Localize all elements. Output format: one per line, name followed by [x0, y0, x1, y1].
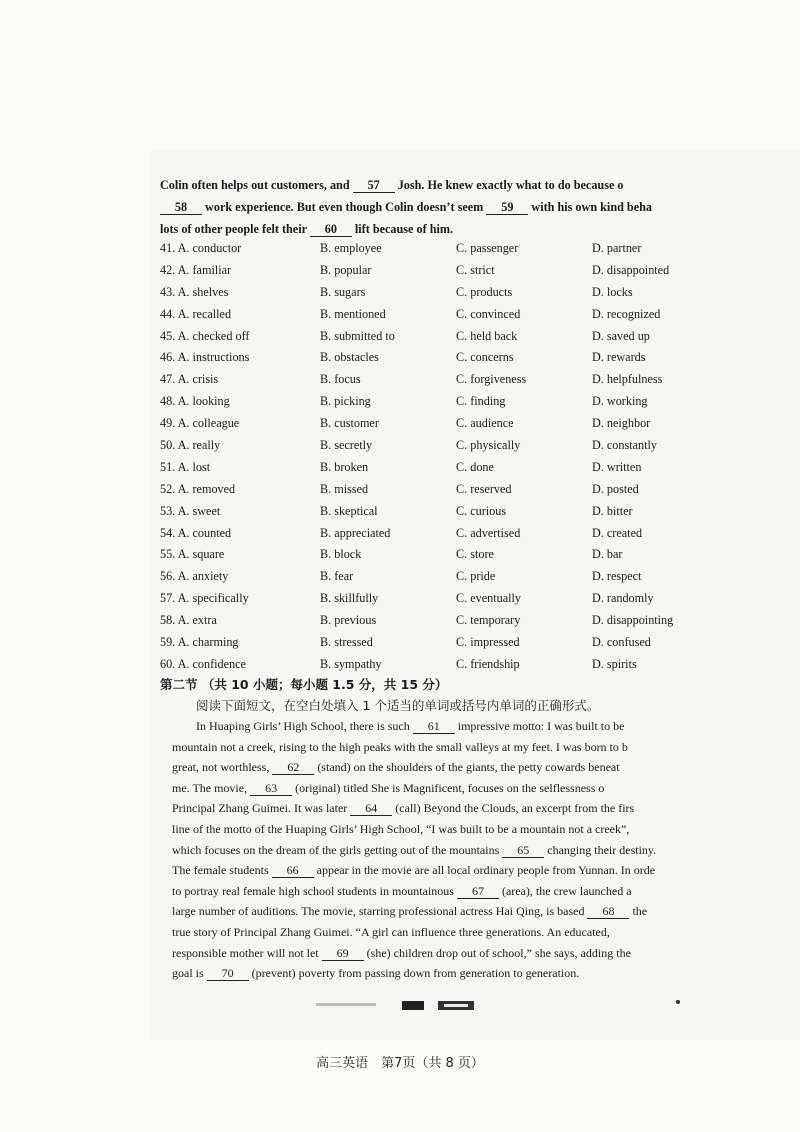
option-row: [160, 307, 690, 329]
option-b: B. employee: [320, 241, 382, 255]
option-d: D. respect: [592, 569, 642, 584]
option-row: [160, 504, 690, 526]
blank-58: 58: [160, 200, 202, 215]
option-d: D. disappointing: [592, 613, 674, 628]
page-footer: 高三英语 第7页（共 8 页）: [316, 1056, 484, 1071]
option-b: B. stressed: [320, 635, 373, 650]
essay-line: to portray real female high school students in mountainous 67 (area), the crew launched a: [172, 883, 632, 898]
essay-line: which focuses on the dream of the girls getting out of the mountains 65 changing their destiny.: [172, 842, 657, 857]
option-d: D. spirits: [592, 656, 637, 671]
passage-text: [160, 174, 690, 240]
option-c: C. done: [456, 459, 494, 474]
section-title: 第二节 （共 10 小题；每小题 1.5 分，共 15 分）: [160, 677, 448, 692]
option-a: 41. A. conductor: [160, 241, 242, 255]
essay-blank: 65: [502, 844, 544, 858]
option-d: D. posted: [592, 481, 639, 496]
essay-blank: 66: [272, 864, 314, 878]
essay-line: true story of Principal Zhang Guimei. “A girl can influence three generations. An educated,: [172, 924, 610, 939]
option-b: B. picking: [320, 394, 371, 409]
option-b: B. sugars: [320, 284, 366, 299]
option-d: D. created: [592, 525, 643, 540]
option-b: B. customer: [320, 416, 379, 431]
option-b: B. skeptical: [320, 503, 378, 518]
essay-blank: 67: [457, 885, 499, 899]
essay-blank: 61: [413, 720, 455, 734]
option-c: C. concerns: [456, 350, 514, 365]
section-instruction: 阅读下面短文，在空白处填入 1 个适当的单词或括号内单词的正确形式。: [196, 698, 600, 713]
essay-line: line of the motto of the Huaping Girls’ High School, “I was built to be a mountain not a creek”,: [172, 821, 630, 836]
option-d: D. confused: [592, 635, 651, 650]
option-b: B. focus: [320, 372, 361, 387]
option-c: C. pride: [456, 569, 496, 584]
essay-text: [172, 716, 692, 984]
option-a: 44. A. recalled: [160, 306, 232, 321]
passage-line-3: lots of other people felt their 60 lift because of him.: [160, 222, 454, 236]
option-row: [160, 613, 690, 635]
essay-blank: 69: [322, 947, 364, 961]
option-a: 59. A. charming: [160, 635, 239, 650]
option-d: D. helpfulness: [592, 372, 663, 387]
option-c: C. impressed: [456, 635, 520, 650]
option-a: 46. A. instructions: [160, 350, 250, 365]
option-a: 55. A. square: [160, 547, 225, 562]
option-row: [160, 460, 690, 482]
essay-line: goal is 70 (prevent) poverty from passing down from generation to generation.: [172, 966, 580, 981]
option-row: [160, 285, 690, 307]
option-d: D. recognized: [592, 306, 661, 321]
option-c: C. convinced: [456, 306, 521, 321]
option-a: 50. A. really: [160, 438, 221, 453]
option-d: D. disappointed: [592, 262, 670, 277]
option-a: 51. A. lost: [160, 459, 211, 474]
option-d: D. locks: [592, 284, 633, 299]
passage-line-2: 58 work experience. But even though Colin doesn’t seem 59 with his own kind beha: [160, 196, 690, 218]
option-a: 58. A. extra: [160, 613, 217, 628]
option-c: C. eventually: [456, 591, 521, 606]
option-row: [160, 547, 690, 569]
essay-line: mountain not a creek, rising to the high peaks with the small valleys at my feet. I was born to b: [172, 739, 628, 754]
option-row: [160, 635, 690, 657]
option-c: C. products: [456, 284, 513, 299]
option-d: D. written: [592, 459, 642, 474]
option-row: [160, 329, 690, 351]
essay-line: large number of auditions. The movie, starring professional actress Hai Qing, is based 68 the: [172, 904, 648, 919]
essay-line: In Huaping Girls’ High School, there is such 61 impressive motto: I was built to be: [196, 719, 625, 733]
option-b: B. secretly: [320, 438, 373, 453]
option-b: B. popular: [320, 262, 372, 277]
essay-blank: 62: [272, 761, 314, 775]
option-d: D. partner: [592, 241, 642, 255]
option-a: 52. A. removed: [160, 481, 236, 496]
option-b: B. obstacles: [320, 350, 379, 365]
option-c: C. advertised: [456, 525, 521, 540]
essay-blank: 68: [587, 905, 629, 919]
option-row: [160, 350, 690, 372]
option-c: C. strict: [456, 262, 495, 277]
option-b: B. broken: [320, 459, 369, 474]
option-b: B. missed: [320, 481, 369, 496]
option-b: B. sympathy: [320, 656, 382, 671]
option-a: 56. A. anxiety: [160, 569, 229, 584]
essay-line: me. The movie, 63 (original) titled She is Magnificent, focuses on the selflessness o: [172, 780, 605, 795]
option-b: B. submitted to: [320, 328, 395, 343]
option-c: C. physically: [456, 438, 521, 453]
essay-line: Principal Zhang Guimei. It was later 64 (call) Beyond the Clouds, an excerpt from the firs: [172, 801, 635, 816]
option-c: C. friendship: [456, 656, 520, 671]
option-row: [160, 394, 690, 416]
option-b: B. appreciated: [320, 525, 391, 540]
option-c: C. store: [456, 547, 494, 562]
blank-57: 57: [353, 178, 395, 193]
option-b: B. previous: [320, 613, 377, 628]
option-d: D. bar: [592, 547, 623, 562]
option-row: [160, 526, 690, 548]
option-b: B. skillfully: [320, 591, 379, 606]
option-c: C. reserved: [456, 481, 512, 496]
scan-dot-icon: [676, 1000, 680, 1004]
option-a: 49. A. colleague: [160, 416, 240, 431]
option-c: C. audience: [456, 416, 514, 431]
option-a: 60. A. confidence: [160, 656, 246, 671]
essay-blank: 70: [207, 967, 249, 981]
option-row: [160, 591, 690, 613]
essay-line: responsible mother will not let 69 (she) children drop out of school,” she says, adding the: [172, 945, 631, 960]
option-a: 57. A. specifically: [160, 591, 249, 606]
option-row: [160, 241, 690, 263]
scan-mark-icon: [316, 1000, 476, 1012]
option-c: C. curious: [456, 503, 507, 518]
option-b: B. fear: [320, 569, 354, 584]
option-c: C. passenger: [456, 241, 519, 255]
option-c: C. temporary: [456, 613, 521, 628]
blank-60: 60: [310, 222, 352, 237]
option-d: D. working: [592, 394, 648, 409]
option-d: D. saved up: [592, 328, 650, 343]
option-row: [160, 263, 690, 285]
option-d: D. neighbor: [592, 416, 651, 431]
option-a: 54. A. counted: [160, 525, 232, 540]
option-row: [160, 372, 690, 394]
option-a: 53. A. sweet: [160, 503, 221, 518]
option-c: C. finding: [456, 394, 506, 409]
option-c: C. forgiveness: [456, 372, 527, 387]
option-d: D. randomly: [592, 591, 654, 606]
option-a: 47. A. crisis: [160, 372, 219, 387]
option-d: D. rewards: [592, 350, 646, 365]
essay-blank: 63: [250, 782, 292, 796]
option-b: B. block: [320, 547, 362, 562]
option-row: [160, 438, 690, 460]
essay-line: The female students 66 appear in the movie are all local ordinary people from Yunnan. In orde: [172, 863, 656, 878]
option-a: 48. A. looking: [160, 394, 230, 409]
option-d: D. constantly: [592, 438, 657, 453]
option-row: [160, 416, 690, 438]
option-row: [160, 569, 690, 591]
option-row: [160, 482, 690, 504]
option-a: 45. A. checked off: [160, 328, 250, 343]
option-d: D. bitter: [592, 503, 633, 518]
option-c: C. held back: [456, 328, 518, 343]
option-a: 42. A. familiar: [160, 262, 232, 277]
passage-line-1: Colin often helps out customers, and 57 Josh. He knew exactly what to do because o: [160, 178, 624, 192]
essay-line: great, not worthless, 62 (stand) on the shoulders of the giants, the petty cowards beneat: [172, 760, 620, 775]
answer-options: [160, 241, 690, 679]
blank-59: 59: [486, 200, 528, 215]
option-b: B. mentioned: [320, 306, 386, 321]
option-a: 43. A. shelves: [160, 284, 229, 299]
essay-blank: 64: [350, 802, 392, 816]
